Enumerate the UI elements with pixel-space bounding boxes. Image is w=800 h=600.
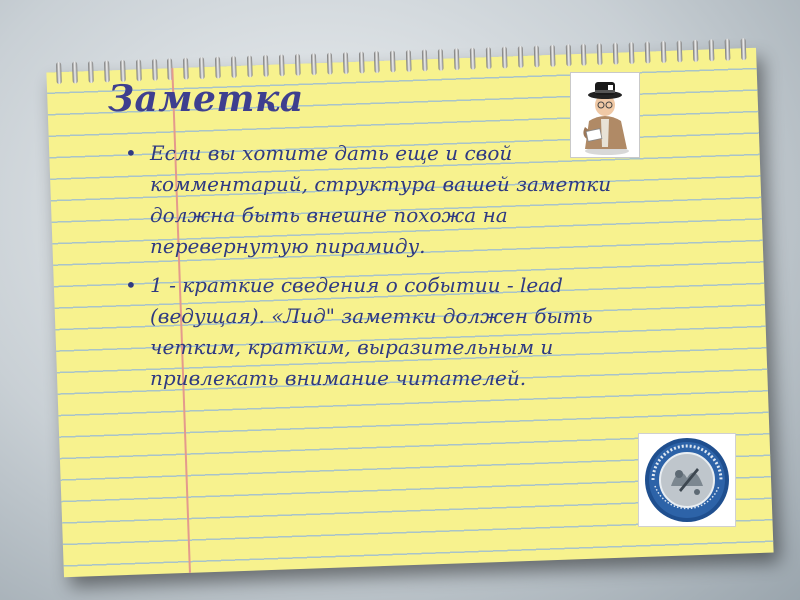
bullet-item: • 1 - краткие сведения о событии - lead (ведущая). «Лид" заметки должен быть четким, кратким, выразительным и привлекать внимание читателей. xyxy=(125,270,625,394)
person-photo xyxy=(570,72,640,158)
person-with-hat-icon xyxy=(571,73,639,157)
logo-image xyxy=(638,433,736,527)
journalism-emblem-icon xyxy=(639,434,735,526)
bullet-item: • Если вы хотите дать еще и свой комментарий, структура вашей заметки должна быть внешне похожа на перевернутую пирамиду. xyxy=(125,138,625,262)
bullet-list xyxy=(125,138,625,402)
slide-title: Заметка xyxy=(108,78,304,120)
